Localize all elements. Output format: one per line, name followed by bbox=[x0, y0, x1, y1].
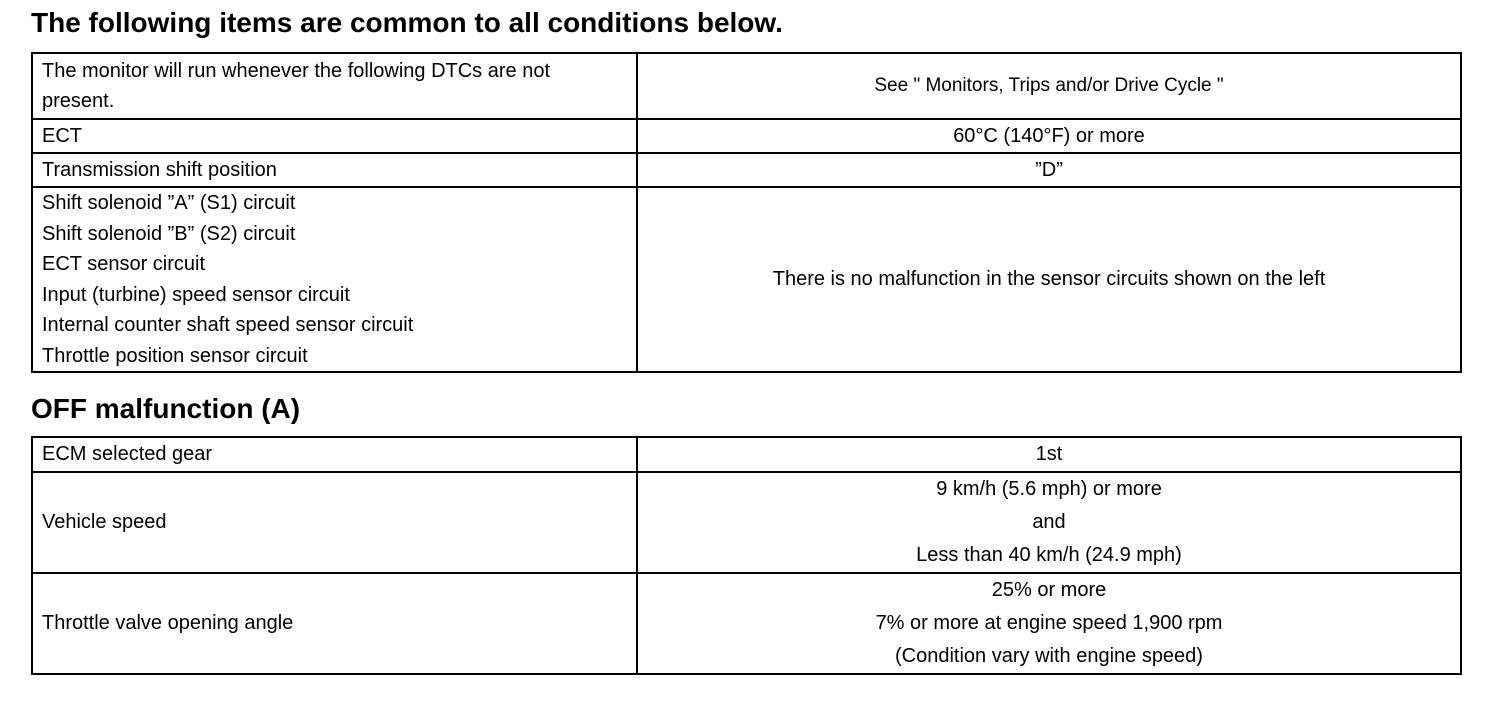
condition-value-sensor-circuits bbox=[637, 187, 1461, 372]
table-row bbox=[32, 573, 1461, 674]
off-malfunction-heading: OFF malfunction (A) bbox=[31, 393, 301, 424]
table-row bbox=[32, 53, 1461, 119]
common-conditions-table bbox=[31, 52, 1462, 373]
label-line: Transmission shift position bbox=[42, 158, 277, 181]
condition-value-dtcs bbox=[637, 53, 1461, 119]
value-line: and bbox=[1032, 511, 1066, 533]
value-line: 9 km/h (5.6 mph) or more bbox=[936, 478, 1162, 500]
label-line: Throttle valve opening angle bbox=[42, 612, 294, 635]
label-line: The monitor will run whenever the following DTCs are not bbox=[42, 59, 550, 82]
table-row bbox=[32, 153, 1461, 187]
label-line: ECT sensor circuit bbox=[42, 253, 206, 275]
condition-label-shift-position bbox=[32, 153, 637, 187]
label-line: ECT bbox=[42, 124, 82, 147]
condition-label-ect bbox=[32, 119, 637, 153]
condition-label-sensor-circuits bbox=[32, 187, 637, 372]
condition-label-vehicle-speed bbox=[32, 472, 637, 573]
value-line: 60°C (140°F) or more bbox=[953, 124, 1145, 147]
condition-value-throttle-angle bbox=[637, 573, 1461, 674]
table-row bbox=[32, 472, 1461, 573]
condition-value-shift-position bbox=[637, 153, 1461, 187]
value-line: 25% or more bbox=[991, 579, 1107, 601]
condition-value-ect bbox=[637, 119, 1461, 153]
value-line: ”D” bbox=[1035, 158, 1063, 181]
value-line: (Condition vary with engine speed) bbox=[895, 645, 1203, 667]
label-line: Internal counter shaft speed sensor circuit bbox=[42, 314, 414, 336]
condition-label-dtcs bbox=[32, 53, 637, 119]
common-conditions-heading: The following items are common to all conditions below. bbox=[31, 7, 783, 38]
label-line: Input (turbine) speed sensor circuit bbox=[42, 283, 350, 306]
condition-value-selected-gear bbox=[637, 437, 1461, 472]
label-line: Vehicle speed bbox=[42, 511, 167, 534]
value-line: There is no malfunction in the sensor circuits shown on the left bbox=[772, 268, 1326, 291]
off-malfunction-table bbox=[31, 436, 1462, 675]
value-line: See " Monitors, Trips and/or Drive Cycle " bbox=[874, 74, 1224, 96]
label-line: Shift solenoid ”A” (S1) circuit bbox=[42, 192, 296, 214]
label-line: Throttle position sensor circuit bbox=[42, 344, 308, 367]
table-row bbox=[32, 119, 1461, 153]
label-line: present. bbox=[42, 90, 115, 112]
condition-value-vehicle-speed bbox=[637, 472, 1461, 573]
table-row bbox=[32, 187, 1461, 372]
value-line: 1st bbox=[1035, 443, 1063, 466]
table-row bbox=[32, 437, 1461, 472]
condition-label-selected-gear bbox=[32, 437, 637, 472]
label-line: ECM selected gear bbox=[42, 443, 213, 466]
value-line: Less than 40 km/h (24.9 mph) bbox=[916, 544, 1182, 566]
condition-label-throttle-angle bbox=[32, 573, 637, 674]
value-line: 7% or more at engine speed 1,900 rpm bbox=[875, 612, 1223, 634]
label-line: Shift solenoid ”B” (S2) circuit bbox=[42, 222, 296, 245]
